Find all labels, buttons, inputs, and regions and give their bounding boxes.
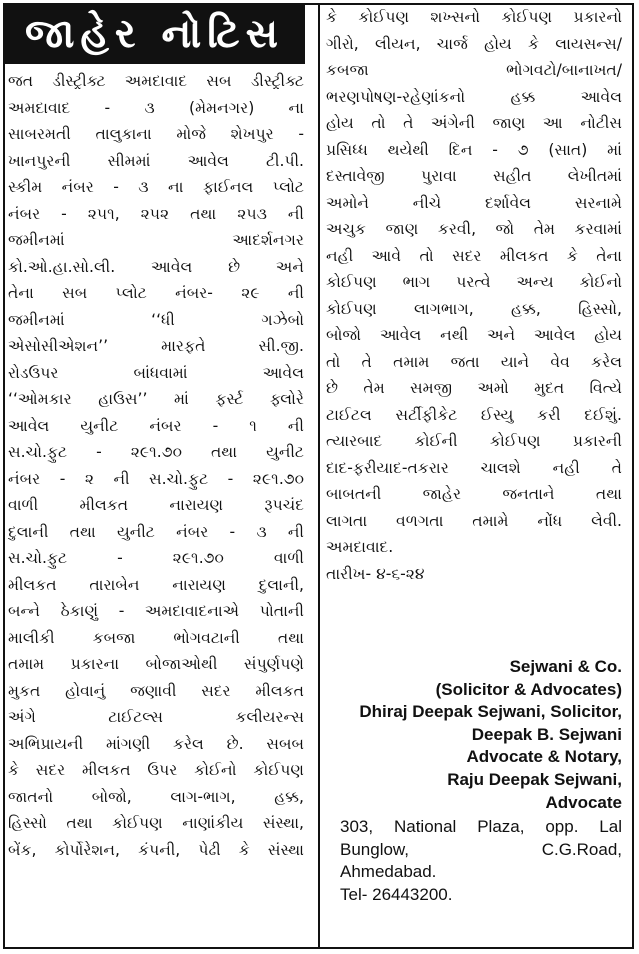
notice-text-line: સ.ચો.ફુટ - ૨૯૧.૭૦ તથા યુનીટ xyxy=(8,443,304,461)
notice-text-line: હોય તો તે અંગેની જાણ આ નોટીસ xyxy=(326,114,622,132)
firm-name: Sejwani & Co. xyxy=(509,657,622,676)
right-column xyxy=(326,4,622,587)
phone-line: Tel- 26443200. xyxy=(340,884,453,904)
notice-text-line: બાબતની જાહેર જનતાને તથા xyxy=(326,485,622,503)
notice-text-line: કો.ઓ.હા.સો.લી. આવેલ છે અને xyxy=(8,257,304,276)
notice-text-line: ‘‘ઓમકાર હાઉસ’’ માં ફર્સ્ટ ફ્લોરે xyxy=(8,390,304,408)
signatory-line: Deepak B. Sejwani xyxy=(471,724,622,744)
notice-text-line: બોજો આવેલ નથી અને આવેલ હોય xyxy=(326,326,622,344)
notice-text-line: દસ્તાવેજી પુરાવા સહીત લેખીતમાં xyxy=(326,167,622,185)
notice-text-line: બન્ને ઠેકાણું - અમદાવાદનાએ પોતાની xyxy=(8,602,304,620)
notice-text-line: કોઈપણ ભાગ પરત્વે અન્ય કોઈનો xyxy=(326,273,622,291)
notice-text-line: દુલાની તથા યુનીટ નંબર - ૩ ની xyxy=(8,522,304,541)
address-line: Bunglow, C.G.Road, xyxy=(340,839,622,859)
notice-text-line: તો તે તમામ જતા યાને વેવ કરેલ xyxy=(326,352,622,371)
notice-text-line: ભરણપોષણ-રહેણાંકનો હક્ક આવેલ xyxy=(326,87,622,106)
notice-text-line: નંબર - ૨૫૧, ૨૫૨ તથા ૨૫૩ ની xyxy=(8,204,304,223)
notice-text-line: કોઈપણ લાગભાગ, હક્ક, હિસ્સો, xyxy=(326,299,622,318)
address-line: 303, National Plaza, opp. Lal xyxy=(340,817,622,836)
notice-text-line: સ.ચો.ફુટ - ૨૯૧.૭૦ વાળી xyxy=(8,549,304,567)
notice-title-bar xyxy=(4,4,305,64)
notice-text-line: આવેલ યુનીટ નંબર - ૧ ની xyxy=(8,416,304,435)
column-divider xyxy=(318,5,320,947)
notice-text-line: એસોસીએશન’’ મારફતે સી.જી. xyxy=(8,337,304,355)
address-line: Ahmedabad. xyxy=(340,862,437,881)
notice-text-line: મુકત હોવાનું જણાવી સદર મીલકત xyxy=(8,681,304,700)
notice-text-line: માલીકી કબજા ભોગવટાની તથા xyxy=(8,628,304,647)
notice-date: તારીખ- ૪-૬-૨૪ xyxy=(326,564,425,583)
notice-text-line: તેના સબ પ્લોટ નંબર- ૨૯ ની xyxy=(8,284,304,302)
signatory-line: Raju Deepak Sejwani, xyxy=(447,769,622,789)
firm-signature xyxy=(326,656,622,814)
left-column xyxy=(8,68,304,863)
notice-text-line: ત્યારબાદ કોઈની કોઈપણ પ્રકારની xyxy=(326,432,622,450)
notice-text-line: છે તેમ સમજી અમો મુદત વિત્યે xyxy=(326,379,622,397)
firm-address xyxy=(340,816,622,906)
notice-text-line: બેંક, કોર્પોરેશન, કંપની, પેઢી કે સંસ્થા xyxy=(8,840,304,859)
signatory-line: Dhiraj Deepak Sejwani, Solicitor, xyxy=(359,702,622,722)
notice-text-line: કે સદર મીલકત ઉપર કોઈનો કોઈપણ xyxy=(8,761,304,779)
firm-type: (Solicitor & Advocates) xyxy=(435,679,622,699)
notice-text-line: અમોને નીચે દર્શાવેલ સરનામે xyxy=(326,193,622,212)
notice-text-line: સ્કીમ નંબર - ૩ ના ફાઈનલ પ્લોટ xyxy=(8,178,304,196)
notice-text-line: જત ડીસ્ટ્રીક્ટ અમદાવાદ સબ ડીસ્ટ્રીક્ટ xyxy=(8,72,304,90)
notice-text-line: રોડઉપર બાંધવામાં આવેલ xyxy=(8,363,304,382)
signatory-line: Advocate & Notary, xyxy=(466,747,622,767)
notice-text-line: ટાઈટલ સર્ટીફીકેટ ઈસ્યુ કરી દઈશું. xyxy=(326,405,622,424)
notice-text-line: જમીનમાં ‘‘ધી ગઝેબો xyxy=(8,310,304,329)
notice-text-line: અંગે ટાઈટલ્સ કલીયરન્સ xyxy=(8,708,304,726)
notice-place: અમદાવાદ. xyxy=(326,538,394,556)
notice-title: જાહેર નોટિસ xyxy=(24,11,284,57)
notice-text-line: તમામ પ્રકારના બોજાઓથી સંપુર્ણપણે xyxy=(8,655,304,673)
notice-text-line: લાગતા વળગતા તમામે નોંધ લેવી. xyxy=(326,511,622,530)
notice-text-line: ખાનપુરની સીમમાં આવેલ ટી.પી. xyxy=(8,151,304,170)
notice-text-line: અચુક જાણ કરવી, જો તેમ કરવામાં xyxy=(326,220,622,238)
notice-text-line: કે કોઈપણ શખ્સનો કોઈપણ પ્રકારનો xyxy=(326,8,622,26)
notice-text-line: પ્રસિધ્ધ થયેથી દિન - ૭ (સાત) માં xyxy=(326,140,622,159)
notice-text-line: કબજા ભોગવટો/બાનાખત/ xyxy=(326,61,622,79)
notice-text-line: અમદાવાદ - ૩ (મેમનગર) ના xyxy=(8,98,304,117)
notice-text-line: સાબરમતી તાલુકાના મોજે શેખપુર - xyxy=(8,125,304,143)
notice-text-line: નહી આવે તો સદર મીલકત કે તેના xyxy=(326,246,622,265)
notice-text-line: અભિપ્રાયની માંગણી કરેલ છે. સબબ xyxy=(8,734,304,753)
notice-text-line: દાદ-ફરીયાદ-તકરાર ચાલશે નહી તે xyxy=(326,458,622,477)
signatory-line: Advocate xyxy=(545,792,622,812)
notice-text-line: ગીરો, લીયન, ચાર્જ હોય કે લાયસન્સ/ xyxy=(326,34,622,53)
notice-text-line: વાળી મીલકત નારાયણ રૂપચંદ xyxy=(8,496,304,514)
notice-text-line: હિસ્સો તથા કોઈપણ નાણાંકીય સંસ્થા, xyxy=(8,814,304,832)
notice-text-line: જાતનો બોજો, લાગ-ભાગ, હક્ક, xyxy=(8,787,304,806)
notice-text-line: જમીનમાં આદર્શનગર xyxy=(8,231,304,249)
notice-text-line: મીલકત તારાબેન નારાયણ દુલાની, xyxy=(8,575,304,594)
notice-text-line: નંબર - ૨ ની સ.ચો.ફુટ - ૨૯૧.૭૦ xyxy=(8,469,304,488)
